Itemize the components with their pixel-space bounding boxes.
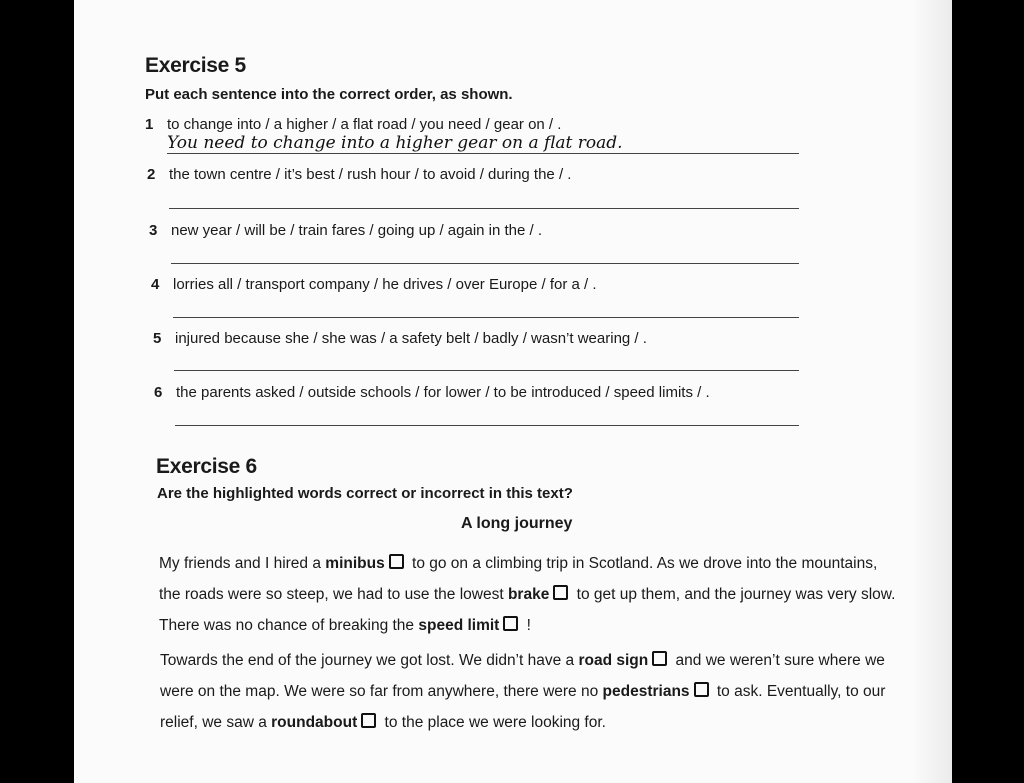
exercise-5-item-4	[151, 276, 597, 293]
worksheet-page	[74, 0, 952, 783]
highlighted-word-pedestrians: pedestrians	[602, 683, 690, 700]
checkbox-brake[interactable]	[553, 585, 568, 600]
text-segment: Towards the end of the journey we got lost. We didn’t have a	[160, 652, 579, 669]
checkbox-pedestrians[interactable]	[694, 682, 709, 697]
item-text: lorries all / transport company / he drives / over Europe / for a / .	[173, 276, 597, 293]
paragraph-1	[159, 548, 899, 641]
item-text: new year / will be / train fares / going up / again in the / .	[171, 222, 543, 239]
exercise-6-instruction: Are the highlighted words correct or incorrect in this text?	[157, 485, 573, 502]
text-segment: to the place we were looking for.	[380, 714, 606, 731]
exercise-5-item-2	[147, 166, 571, 183]
checkbox-minibus[interactable]	[389, 554, 404, 569]
checkbox-roundabout[interactable]	[361, 713, 376, 728]
highlighted-word-road-sign: road sign	[578, 652, 649, 669]
answer-1-handwritten: You need to change into a higher gear on a flat road.	[167, 133, 623, 153]
paragraph-2	[160, 645, 900, 738]
answer-line-2[interactable]	[169, 208, 799, 209]
exercise-5-item-1	[145, 116, 561, 133]
highlighted-word-roundabout: roundabout	[271, 714, 358, 731]
item-number: 4	[151, 276, 160, 293]
story-title: A long journey	[461, 515, 573, 532]
highlighted-word-speed-limit: speed limit	[418, 617, 500, 634]
exercise-6-heading: Exercise 6	[156, 455, 257, 478]
item-number: 3	[149, 222, 158, 239]
exercise-5-item-5	[153, 330, 647, 347]
text-segment: and we weren’t sure where we were on the map. We were so far from anywhere, there were no	[160, 652, 885, 700]
item-number: 1	[145, 116, 154, 133]
highlighted-word-minibus: minibus	[325, 555, 385, 572]
item-text: the parents asked / outside schools / for lower / to be introduced / speed limits / .	[176, 384, 710, 401]
item-text: to change into / a higher / a flat road / you need / gear on / .	[167, 116, 562, 133]
text-segment: My friends and I hired a	[159, 555, 326, 572]
item-number: 2	[147, 166, 156, 183]
highlighted-word-brake: brake	[507, 586, 550, 603]
page-edge-shadow	[912, 0, 952, 783]
answer-line-6[interactable]	[175, 425, 799, 426]
checkbox-road-sign[interactable]	[652, 651, 667, 666]
item-number: 5	[153, 330, 162, 347]
exercise-5-instruction: Put each sentence into the correct order, as shown.	[145, 86, 513, 103]
item-text: the town centre / it’s best / rush hour / to avoid / during the / .	[169, 166, 572, 183]
text-segment: to ask. Eventually, to our relief, we saw a	[160, 683, 886, 731]
exercise-5-item-6	[154, 384, 710, 401]
text-segment: to go on a climbing trip in Scotland. As we drove into the mountains, the roads were so steep, we had to use the lowest	[159, 555, 878, 603]
text-segment: to get up them, and the journey was very slow. There was no chance of breaking the	[159, 586, 896, 634]
item-number: 6	[154, 384, 163, 401]
answer-line-3[interactable]	[171, 263, 799, 264]
answer-line-1[interactable]	[167, 153, 799, 154]
answer-line-5[interactable]	[174, 370, 799, 371]
checkbox-speed-limit[interactable]	[503, 616, 518, 631]
text-segment: !	[522, 617, 531, 634]
exercise-5-heading: Exercise 5	[145, 54, 246, 77]
answer-line-4[interactable]	[173, 317, 799, 318]
exercise-5-item-3	[149, 222, 542, 239]
item-text: injured because she / she was / a safety belt / badly / wasn’t wearing / .	[175, 330, 647, 347]
